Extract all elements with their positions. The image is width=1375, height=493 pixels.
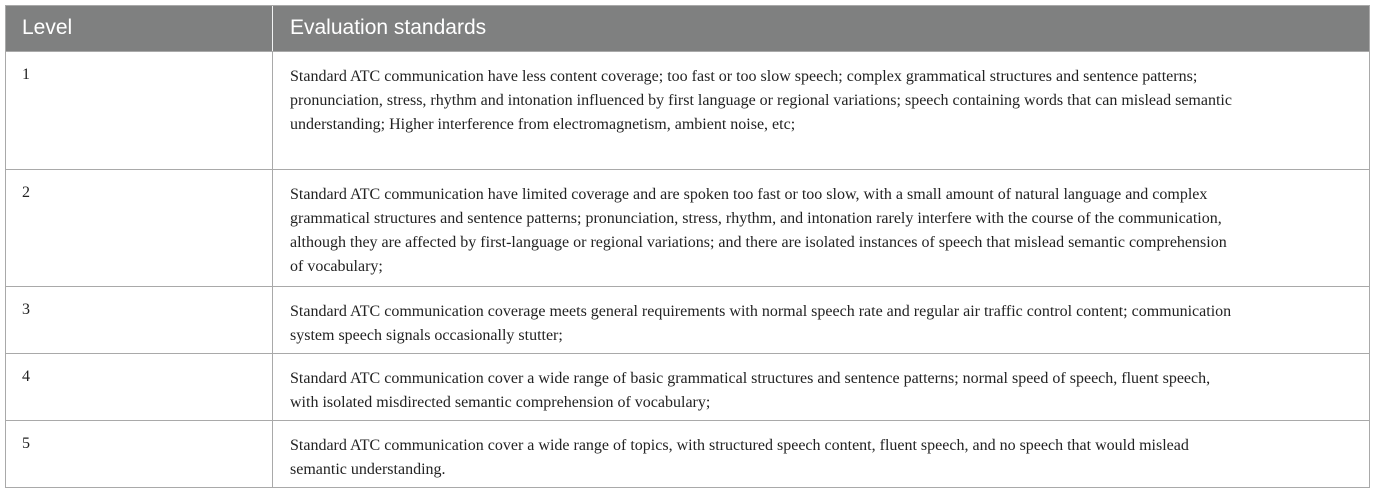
level-cell: 1 [22,66,30,83]
level-cell: 5 [22,435,30,452]
standard-cell: Standard ATC communication have less content coverage; too fast or too slow speech; complex grammatical structures and sentence patterns; pronunciation, stress, rhythm and intonation influenced by first language or regional variations; speech containing words that can mislead semantic understanding; Higher interference from electromagnetism, ambient noise, etc; [290,68,1232,133]
header-divider [272,6,273,51]
level-cell: 2 [22,184,30,201]
standard-cell: Standard ATC communication have limited coverage and are spoken too fast or too slow, with a small amount of natural language and complex grammatical structures and sentence patterns; pronunciation, stress, rhythm, and intonation rarely interfere with the course of the communication, although they are affected by first-language or regional variations; and there are isolated instances of speech that mislead semantic comprehension of vocabulary; [290,186,1227,275]
table-header [6,6,1369,51]
column-divider [272,421,273,487]
level-cell: 4 [22,368,30,385]
column-divider [272,52,273,169]
table-row [6,51,1369,169]
table-row [6,420,1369,487]
table-row [6,286,1369,353]
column-divider [272,170,273,286]
table-row [6,169,1369,286]
standard-cell: Standard ATC communication cover a wide range of basic grammatical structures and sentence patterns; normal speed of speech, fluent speech, with isolated misdirected semantic comprehension of vocabulary; [290,370,1211,411]
column-divider [272,354,273,420]
header-evaluation-standards: Evaluation standards [290,16,487,39]
standard-cell: Standard ATC communication cover a wide range of topics, with structured speech content, fluent speech, and no speech that would mislead semantic understanding. [290,437,1189,478]
column-divider [272,287,273,353]
standard-cell: Standard ATC communication coverage meets general requirements with normal speech rate and regular air traffic control content; communication system speech signals occasionally stutter; [290,303,1232,344]
evaluation-standards-table [5,5,1370,488]
level-cell: 3 [22,301,30,318]
table-row [6,353,1369,420]
header-level: Level [22,16,73,39]
